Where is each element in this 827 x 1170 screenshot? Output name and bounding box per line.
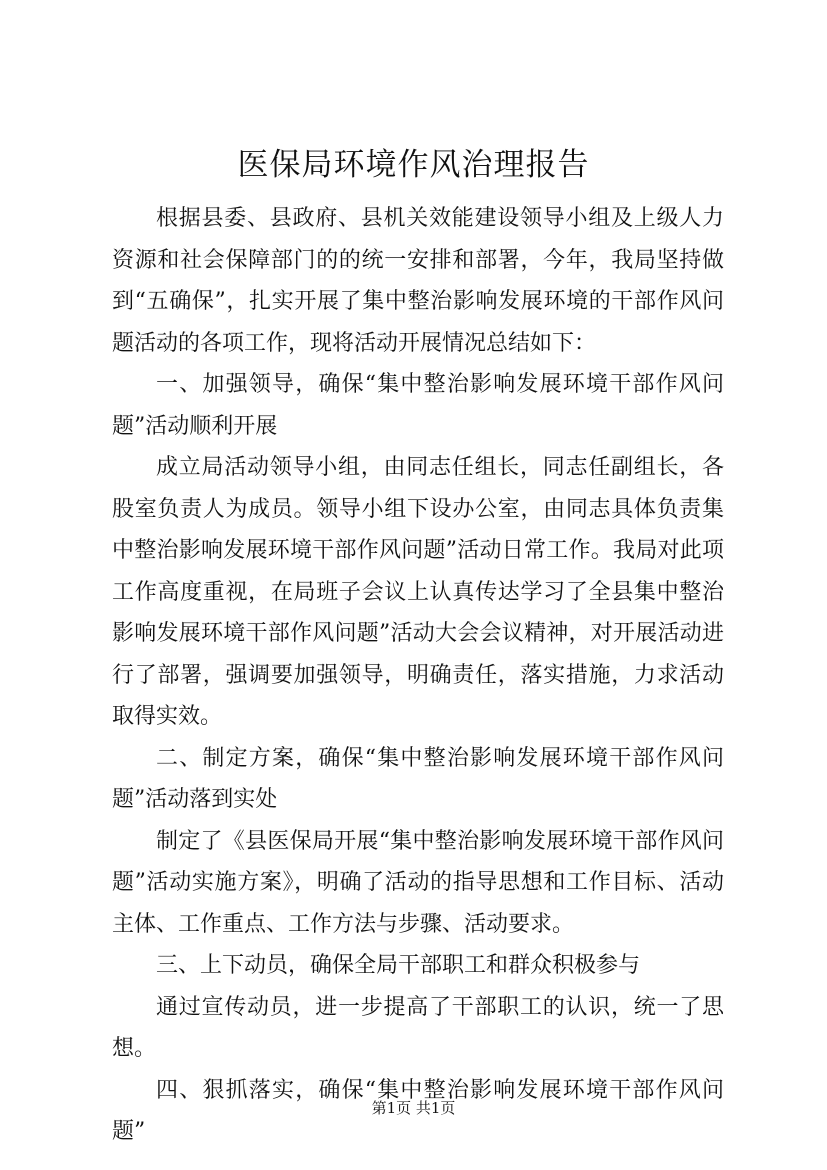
section-heading-2: 二、制定方案，确保“集中整治影响发展环境干部作风问题”活动落到实处 (112, 745, 724, 812)
document-body (112, 198, 724, 1153)
paragraph-section-2: 制定了《县医保局开展“集中整治影响发展环境干部作风问题”活动实施方案》，明确了活动的指导思想和工作目标、活动主体、工作重点、工作方法与步骤、活动要求。 (112, 828, 724, 937)
section-heading-3: 三、上下动员，确保全局干部职工和群众积极参与 (156, 953, 641, 978)
paragraph-section-1: 成立局活动领导小组，由同志任组长，同志任副组长，各股室负责人为成员。领导小组下设办公室，由同志具体负责集中整治影响发展环境干部作风问题”活动日常工作。我局对此项工作高度重视，在局班子会议上认真传达学习了全县集中整治影响发展环境干部作风问题”活动大会会议精神，对开展活动进行了部署，强调要加强领导，明确责任，落实措施，力求活动取得实效。 (112, 455, 724, 729)
paragraph-section-3: 通过宣传动员，进一步提高了干部职工的认识，统一了思想。 (112, 994, 724, 1061)
page-footer: 第1页 共1页 (371, 1099, 456, 1117)
paragraph-intro: 根据县委、县政府、县机关效能建设领导小组及上级人力资源和社会保障部门的的统一安排和部署，今年，我局坚持做到“五确保”，扎实开展了集中整治影响发展环境的干部作风问题活动的各项工作，现将活动开展情况总结如下： (112, 206, 724, 356)
section-heading-4: 四、狠抓落实，确保“集中整治影响发展环境干部作风问题” (112, 1077, 724, 1144)
section-heading-1: 一、加强领导，确保“集中整治影响发展环境干部作风问题”活动顺利开展 (112, 372, 724, 439)
document-title: 医保局环境作风治理报告 (237, 147, 590, 183)
